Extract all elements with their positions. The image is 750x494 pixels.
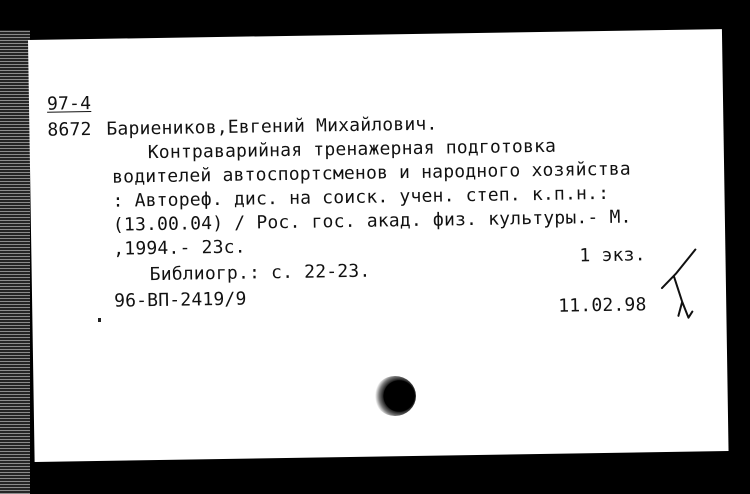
scan-edge — [0, 30, 30, 494]
title-line-4: (13.00.04) / Рос. гос. акад. физ. культуры.- М. — [112, 206, 632, 236]
punch-hole — [374, 376, 416, 416]
date-stamp: 11.02.98 — [558, 294, 647, 317]
handwritten-checkmark-icon — [651, 245, 702, 326]
copies-count: 1 экз. — [579, 244, 646, 267]
author-heading: Бариеников,Евгений Михайлович. — [106, 113, 438, 140]
record-number: 96-ВП-2419/9 — [113, 288, 247, 312]
title-line-3: : Автореф. дис. на соиск. учен. степ. к.п.н.: — [112, 182, 610, 212]
title-line-1: Контраварийная тренажерная подготовка — [147, 135, 557, 164]
title-line-2: водителей автоспортсменов и народного хозяйства — [112, 158, 632, 188]
ink-speck — [98, 318, 101, 322]
inventory-number: 8672 — [47, 119, 92, 141]
imprint: ,1994.- 23с. — [113, 236, 246, 260]
shelf-number: 97-4 — [46, 93, 92, 115]
bibliography-note: Библиогр.: с. 22-23. — [149, 260, 371, 286]
